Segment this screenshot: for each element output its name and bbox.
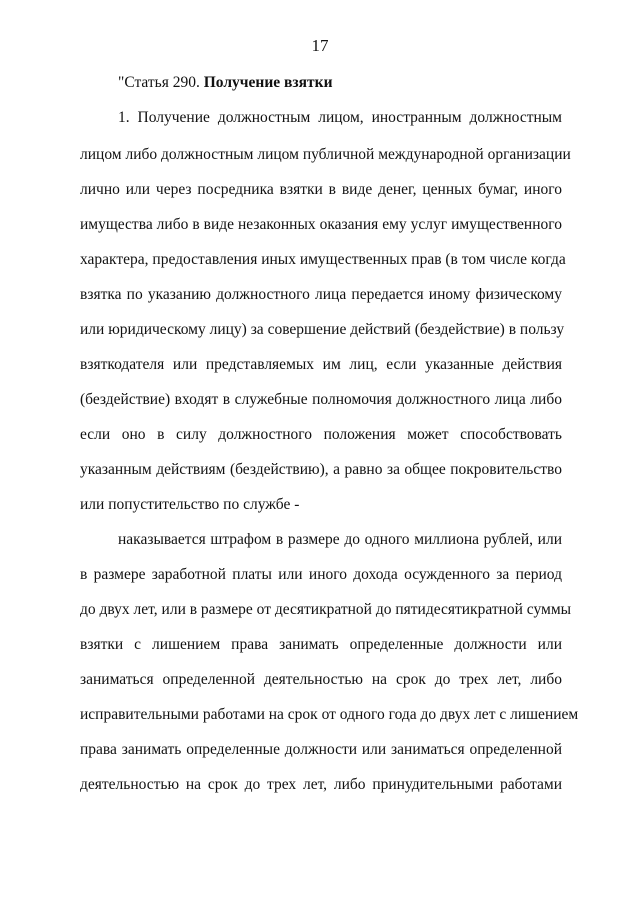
- paragraph-line: права занимать определенные должности или заниматься определенной: [80, 741, 562, 758]
- paragraph-line: взятка по указанию должностного лица передается иному физическому: [80, 286, 562, 303]
- paragraph-line: имущества либо в виде незаконных оказания ему услуг имущественного: [80, 216, 562, 233]
- paragraph-line: взяткодателя или представляемых им лиц, если указанные действия: [80, 356, 562, 373]
- paragraph-line: указанным действиям (бездействию), а равно за общее покровительство: [80, 461, 562, 478]
- paragraph-line: (бездействие) входят в служебные полномочия должностного лица либо: [80, 391, 562, 408]
- paragraph-line: 1. Получение должностным лицом, иностранным должностным: [118, 109, 562, 126]
- paragraph-line: лично или через посредника взятки в виде денег, ценных бумаг, иного: [80, 181, 562, 198]
- paragraph-line: в размере заработной платы или иного дохода осужденного за период: [80, 566, 562, 583]
- article-title: Получение взятки: [203, 74, 333, 91]
- article-number: "Статья 290.: [118, 74, 200, 91]
- article-heading: [118, 73, 333, 93]
- paragraph-line: характера, предоставления иных имущественных прав (в том числе когда: [80, 251, 566, 268]
- paragraph-line: взятки с лишением права занимать определенные должности или: [80, 636, 562, 653]
- paragraph-line: деятельностью на срок до трех лет, либо принудительными работами: [80, 776, 562, 793]
- paragraph-line: или юридическому лицу) за совершение действий (бездействие) в пользу: [80, 321, 565, 338]
- paragraph-line: или попустительство по службе -: [80, 496, 300, 513]
- paragraph-line: исправительными работами на срок от одного года до двух лет с лишением: [80, 706, 579, 723]
- page-number: 17: [311, 36, 329, 55]
- paragraph-line: если оно в силу должностного положения может способствовать: [80, 426, 562, 443]
- paragraph-line: заниматься определенной деятельностью на срок до трех лет, либо: [80, 671, 562, 688]
- paragraph-line: наказывается штрафом в размере до одного миллиона рублей, или: [118, 531, 562, 548]
- paragraph-line: до двух лет, или в размере от десятикратной до пятидесятикратной суммы: [80, 601, 572, 618]
- paragraph-line: лицом либо должностным лицом публичной международной организации: [80, 146, 571, 163]
